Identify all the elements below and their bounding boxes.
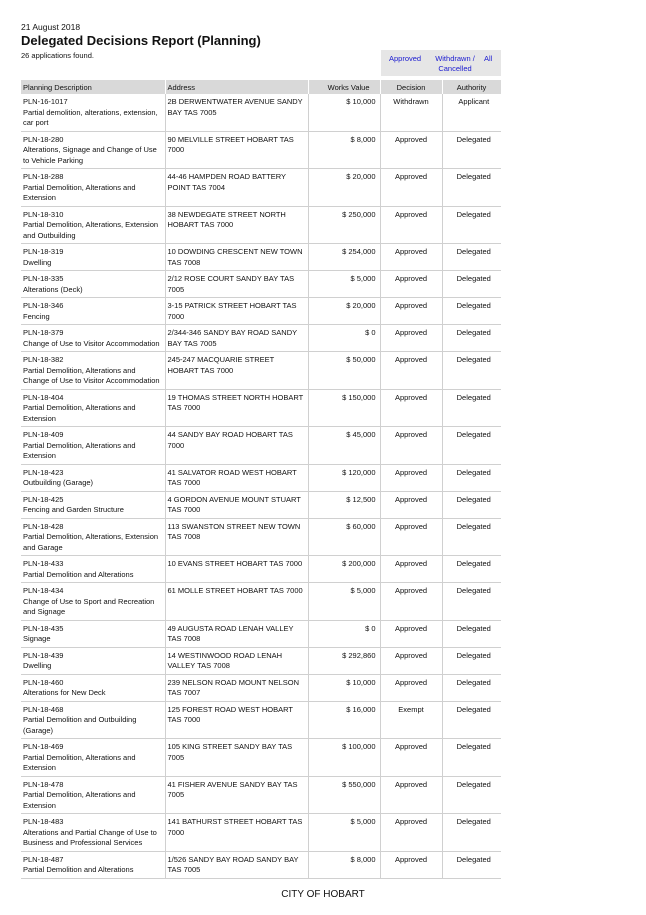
works-value-cell: $ 292,860 [308,647,380,674]
application-id: PLN-18-428 [23,521,64,531]
footer-organisation: CITY OF HOBART [281,889,365,900]
authority-cell: Delegated [442,851,501,878]
works-value-cell: $ 5,000 [308,271,380,298]
works-value-cell: $ 250,000 [308,206,380,244]
application-description: Signage [23,634,51,643]
authority-cell: Delegated [442,271,501,298]
address-cell: 1/526 SANDY BAY ROAD SANDY BAY TAS 7005 [165,851,308,878]
col-header-authority: Authority [442,80,501,94]
decision-cell: Approved [380,169,442,207]
works-value-cell: $ 45,000 [308,427,380,465]
application-description: Dwelling [23,257,52,267]
works-value-cell: $ 100,000 [308,739,380,777]
table-row [21,244,501,271]
address-cell: 61 MOLLE STREET HOBART TAS 7000 [165,583,308,621]
decision-cell: Approved [380,851,442,878]
application-description: Partial Demolition, Alterations, Extension and Outbuilding [23,220,159,240]
application-id: PLN-18-435 [23,623,64,633]
application-description: Partial demolition, alterations, extension, car port [23,107,158,127]
authority-cell: Delegated [442,518,501,556]
table-row [21,271,501,298]
authority-cell: Delegated [442,464,501,491]
works-value-cell: $ 20,000 [308,298,380,325]
authority-cell: Delegated [442,701,501,739]
application-description: Partial Demolition, Alterations and Extension [23,440,136,460]
works-value-cell: $ 254,000 [308,244,380,271]
address-cell: 49 AUGUSTA ROAD LENAH VALLEY TAS 7008 [165,620,308,647]
description-cell [21,518,165,556]
description-cell [21,674,165,701]
authority-cell: Delegated [442,325,501,352]
decision-cell: Approved [380,206,442,244]
application-id: PLN-18-423 [23,467,64,477]
address-cell: 125 FOREST ROAD WEST HOBART TAS 7000 [165,701,308,739]
works-value-cell: $ 120,000 [308,464,380,491]
decision-cell: Approved [380,518,442,556]
description-cell [21,814,165,852]
decision-cell: Approved [380,244,442,271]
application-id: PLN-18-335 [23,274,64,283]
address-cell: 90 MELVILLE STREET HOBART TAS 7000 [165,131,308,169]
works-value-cell: $ 20,000 [308,169,380,207]
authority-cell: Delegated [442,427,501,465]
description-cell [21,352,165,390]
description-cell [21,169,165,207]
table-row [21,206,501,244]
description-cell [21,131,165,169]
table-row [21,583,501,621]
decision-cell: Approved [380,739,442,777]
decision-cell: Approved [380,776,442,814]
application-description: Partial Demolition, Alterations and Extension [23,403,136,423]
authority-cell: Delegated [442,556,501,583]
application-id: PLN-18-409 [23,430,64,439]
table-header-row [21,80,501,94]
table-body [21,94,501,878]
authority-cell: Delegated [442,739,501,777]
application-description: Alterations (Deck) [23,284,83,294]
works-value-cell: $ 0 [308,325,380,352]
application-id: PLN-18-433 [23,559,64,568]
application-description: Change of Use to Visitor Accommodation [23,338,160,348]
application-description: Partial Demolition, Alterations and Extension [23,790,136,810]
table-row [21,325,501,352]
works-value-cell: $ 150,000 [308,389,380,427]
description-cell [21,389,165,427]
works-value-cell: $ 5,000 [308,583,380,621]
application-description: Alterations, Signage and Change of Use to Vehicle Parking [23,145,157,165]
results-count: 26 applications found. [21,51,94,60]
application-id: PLN-18-319 [23,247,64,256]
application-description: Fencing [23,311,50,321]
application-id: PLN-18-346 [23,301,64,310]
application-id: PLN-18-425 [23,494,64,504]
description-cell [21,620,165,647]
application-description: Change of Use to Sport and Recreation and Signage [23,596,155,616]
application-description: Partial Demolition and Alterations [23,865,134,874]
works-value-cell: $ 8,000 [308,131,380,169]
application-description: Outbuilding (Garage) [23,478,94,487]
address-cell: 105 KING STREET SANDY BAY TAS 7005 [165,739,308,777]
description-cell [21,647,165,674]
address-cell: 2/12 ROSE COURT SANDY BAY TAS 7005 [165,271,308,298]
decision-cell: Approved [380,325,442,352]
application-description: Partial Demolition and Alterations [23,569,134,579]
filter-all-link[interactable]: All [484,54,493,63]
table-row [21,491,501,518]
authority-cell: Delegated [442,620,501,647]
address-cell: 10 DOWDING CRESCENT NEW TOWN TAS 7008 [165,244,308,271]
application-id: PLN-18-404 [23,392,64,402]
authority-cell: Delegated [442,389,501,427]
table-row [21,352,501,390]
works-value-cell: $ 200,000 [308,556,380,583]
filter-withdrawn-link[interactable]: Withdrawn / Cancelled [435,54,475,73]
decision-cell: Exempt [380,701,442,739]
application-id: PLN-18-434 [23,586,64,595]
authority-cell: Delegated [442,583,501,621]
application-id: PLN-18-469 [23,742,64,751]
address-cell: 2/344-346 SANDY BAY ROAD SANDY BAY TAS 7005 [165,325,308,352]
authority-cell: Delegated [442,298,501,325]
description-cell [21,776,165,814]
application-description: Partial Demolition and Outbuilding (Garage) [23,715,137,735]
table-row [21,169,501,207]
authority-cell: Delegated [442,352,501,390]
decision-cell: Approved [380,674,442,701]
application-description: Partial Demolition, Alterations, Extension and Garage [23,532,159,552]
report-date: 21 August 2018 [21,22,81,32]
decision-cell: Approved [380,389,442,427]
table-row [21,701,501,739]
works-value-cell: $ 0 [308,620,380,647]
table-row [21,674,501,701]
authority-cell: Delegated [442,131,501,169]
authority-cell: Delegated [442,491,501,518]
authority-cell: Delegated [442,647,501,674]
authority-cell: Delegated [442,244,501,271]
description-cell [21,739,165,777]
decisions-table [21,80,502,879]
works-value-cell: $ 5,000 [308,814,380,852]
description-cell [21,464,165,491]
application-id: PLN-18-439 [23,650,64,660]
table-row [21,298,501,325]
table-row [21,620,501,647]
application-description: Fencing and Garden Structure [23,505,124,514]
table-row [21,427,501,465]
authority-cell: Delegated [442,814,501,852]
decision-cell: Approved [380,583,442,621]
table-row [21,131,501,169]
decision-cell: Approved [380,647,442,674]
description-cell [21,244,165,271]
col-header-address: Address [165,80,308,94]
table-row [21,94,501,131]
description-cell [21,206,165,244]
works-value-cell: $ 50,000 [308,352,380,390]
address-cell: 19 THOMAS STREET NORTH HOBART TAS 7000 [165,389,308,427]
application-id: PLN-18-379 [23,328,64,337]
col-header-description: Planning Description [21,80,165,94]
authority-cell: Applicant [442,94,501,131]
description-cell [21,427,165,465]
address-cell: 44 SANDY BAY ROAD HOBART TAS 7000 [165,427,308,465]
application-id: PLN-18-483 [23,817,64,826]
application-id: PLN-18-468 [23,704,64,714]
description-cell [21,583,165,621]
authority-cell: Delegated [442,169,501,207]
application-id: PLN-18-310 [23,209,64,219]
table-row [21,518,501,556]
works-value-cell: $ 10,000 [308,94,380,131]
works-value-cell: $ 550,000 [308,776,380,814]
decision-cell: Withdrawn [380,94,442,131]
works-value-cell: $ 16,000 [308,701,380,739]
decision-cell: Approved [380,556,442,583]
decision-cell: Approved [380,620,442,647]
application-id: PLN-16-1017 [23,97,68,106]
table-row [21,776,501,814]
address-cell: 41 FISHER AVENUE SANDY BAY TAS 7005 [165,776,308,814]
authority-cell: Delegated [442,776,501,814]
decision-cell: Approved [380,352,442,390]
description-cell [21,851,165,878]
application-description: Partial Demolition, Alterations and Extension [23,182,136,202]
description-cell [21,271,165,298]
decision-cell: Approved [380,491,442,518]
decision-cell: Approved [380,814,442,852]
address-cell: 10 EVANS STREET HOBART TAS 7000 [165,556,308,583]
address-cell: 14 WESTINWOOD ROAD LENAH VALLEY TAS 7008 [165,647,308,674]
description-cell [21,94,165,131]
decision-cell: Approved [380,427,442,465]
application-description: Alterations and Partial Change of Use to Business and Professional Services [23,827,157,847]
works-value-cell: $ 10,000 [308,674,380,701]
authority-cell: Delegated [442,674,501,701]
address-cell: 41 SALVATOR ROAD WEST HOBART TAS 7000 [165,464,308,491]
col-header-decision: Decision [380,80,442,94]
application-id: PLN-18-288 [23,172,64,181]
application-id: PLN-18-460 [23,677,64,687]
table-row [21,556,501,583]
table-row [21,739,501,777]
col-header-works-value: Works Value [308,80,380,94]
description-cell [21,701,165,739]
table-row [21,814,501,852]
page-title: Delegated Decisions Report (Planning) [21,33,261,48]
application-id: PLN-18-478 [23,779,64,789]
filter-approved-link[interactable]: Approved [389,54,422,63]
works-value-cell: $ 12,500 [308,491,380,518]
description-cell [21,556,165,583]
decision-cell: Approved [380,464,442,491]
address-cell: 113 SWANSTON STREET NEW TOWN TAS 7008 [165,518,308,556]
address-cell: 4 GORDON AVENUE MOUNT STUART TAS 7000 [165,491,308,518]
address-cell: 141 BATHURST STREET HOBART TAS 7000 [165,814,308,852]
application-description: Partial Demolition, Alterations and Change of Use to Visitor Accommodation [23,365,160,385]
table-row [21,389,501,427]
authority-cell: Delegated [442,206,501,244]
decision-cell: Approved [380,271,442,298]
description-cell [21,325,165,352]
table-row [21,851,501,878]
address-cell: 44-46 HAMPDEN ROAD BATTERY POINT TAS 7004 [165,169,308,207]
decision-cell: Approved [380,131,442,169]
address-cell: 38 NEWDEGATE STREET NORTH HOBART TAS 7000 [165,206,308,244]
table-row [21,647,501,674]
description-cell [21,298,165,325]
application-id: PLN-18-487 [23,854,64,864]
application-id: PLN-18-280 [23,134,64,144]
decision-filter-bar [381,50,501,76]
address-cell: 3-15 PATRICK STREET HOBART TAS 7000 [165,298,308,325]
works-value-cell: $ 60,000 [308,518,380,556]
address-cell: 245-247 MACQUARIE STREET HOBART TAS 7000 [165,352,308,390]
application-description: Dwelling [23,661,52,670]
application-description: Partial Demolition, Alterations and Extension [23,752,136,772]
table-row [21,464,501,491]
description-cell [21,491,165,518]
works-value-cell: $ 8,000 [308,851,380,878]
decision-cell: Approved [380,298,442,325]
application-description: Alterations for New Deck [23,688,106,697]
application-id: PLN-18-382 [23,355,64,364]
address-cell: 239 NELSON ROAD MOUNT NELSON TAS 7007 [165,674,308,701]
address-cell: 2B DERWENTWATER AVENUE SANDY BAY TAS 7005 [165,94,308,131]
